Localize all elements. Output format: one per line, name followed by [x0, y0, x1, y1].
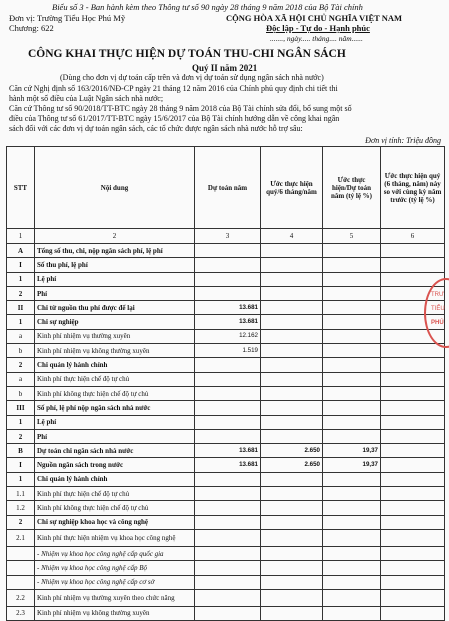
row-content: Kinh phí nhiệm vụ thường xuyên: [35, 329, 195, 343]
chapter: Chương: 622: [9, 23, 54, 33]
stamp-text: TRƯ: [431, 292, 445, 298]
row-stt: 2: [7, 358, 35, 372]
table-row: [7, 344, 445, 358]
row-content: Chi quản lý hành chính: [35, 358, 195, 372]
row-ratio: [323, 386, 381, 400]
row-yoy: [381, 472, 445, 486]
row-stt: [7, 546, 35, 560]
row-ratio: [323, 606, 381, 620]
table-row: [7, 301, 445, 315]
row-stt: 1: [7, 472, 35, 486]
row-content: Kinh phí nhiệm vụ không thường xuyên: [35, 344, 195, 358]
row-stt: B: [7, 444, 35, 458]
row-plan: [195, 501, 261, 515]
nation-title: CỘNG HÒA XÃ HỘI CHỦ NGHĨA VIỆT NAM: [226, 13, 403, 23]
row-plan: [195, 589, 261, 606]
table-row: [7, 258, 445, 272]
row-yoy: [381, 515, 445, 529]
row-yoy: [381, 344, 445, 358]
table-row: [7, 501, 445, 515]
row-estimate: [261, 546, 323, 560]
row-yoy: [381, 386, 445, 400]
table-row: [7, 429, 445, 443]
row-ratio: [323, 244, 381, 258]
row-estimate: [261, 301, 323, 315]
row-plan: [195, 529, 261, 546]
row-estimate: [261, 401, 323, 415]
row-plan: [195, 286, 261, 300]
row-content: Kinh phí nhiệm vụ thường xuyên theo chức năng: [35, 589, 195, 606]
stamp-text: TIỂU: [431, 306, 445, 312]
row-yoy: [381, 358, 445, 372]
row-content: Tổng số thu, chi, nộp ngân sách phí, lệ phí: [35, 244, 195, 258]
motto: Độc lập - Tự do - Hạnh phúc: [266, 23, 370, 33]
row-estimate: 2.650: [261, 458, 323, 472]
row-estimate: [261, 515, 323, 529]
row-plan: 13.681: [195, 444, 261, 458]
table-row: [7, 315, 445, 329]
row-stt: a: [7, 329, 35, 343]
row-plan: [195, 372, 261, 386]
table-row: [7, 444, 445, 458]
row-stt: 1: [7, 315, 35, 329]
row-estimate: [261, 472, 323, 486]
row-ratio: [323, 529, 381, 546]
row-yoy: [381, 575, 445, 589]
row-plan: [195, 258, 261, 272]
row-ratio: [323, 329, 381, 343]
row-yoy: [381, 589, 445, 606]
row-stt: b: [7, 386, 35, 400]
row-content: Dự toán chi ngân sách nhà nước: [35, 444, 195, 458]
row-stt: I: [7, 458, 35, 472]
row-ratio: [323, 429, 381, 443]
row-ratio: [323, 501, 381, 515]
row-plan: 12.162: [195, 329, 261, 343]
legal-line-4: điều của Thông tư số 61/2017/TT-BTC ngày 15/6/2017 của Bộ Tài chính hướng dẫn về công khai ngân: [9, 114, 340, 123]
row-plan: [195, 272, 261, 286]
table-row: [7, 272, 445, 286]
row-plan: 1.519: [195, 344, 261, 358]
row-plan: [195, 472, 261, 486]
row-stt: [7, 575, 35, 589]
row-ratio: [323, 546, 381, 560]
table-row: [7, 546, 445, 560]
subtitle: (Dùng cho đơn vị dự toán cấp trên và đơn vị dự toán sử dụng ngân sách nhà nước): [60, 73, 324, 82]
row-yoy: [381, 429, 445, 443]
row-ratio: [323, 401, 381, 415]
legal-line-5: sách đối với các đơn vị dự toán ngân sách, các tổ chức được ngân sách nhà nước hỗ trợ sâu:: [9, 124, 303, 133]
header-content: Nội dung: [35, 147, 195, 229]
row-estimate: [261, 286, 323, 300]
row-stt: 2.3: [7, 606, 35, 620]
row-content: Kinh phí thực hiện chế độ tự chủ: [35, 487, 195, 501]
row-estimate: [261, 386, 323, 400]
col-number: 6: [381, 229, 445, 244]
row-yoy: [381, 501, 445, 515]
table-row: [7, 372, 445, 386]
row-content: Chi từ nguồn thu phí được để lại: [35, 301, 195, 315]
period: Quý II năm 2021: [192, 63, 258, 73]
table-row: [7, 487, 445, 501]
header-stt: STT: [7, 147, 35, 229]
row-content: Chi sự nghiệp: [35, 315, 195, 329]
row-estimate: [261, 487, 323, 501]
row-plan: [195, 546, 261, 560]
currency-unit: Đơn vị tính: Triệu đồng: [365, 136, 441, 145]
row-content: Số phí, lệ phí nộp ngân sách nhà nước: [35, 401, 195, 415]
row-estimate: [261, 529, 323, 546]
row-yoy: [381, 444, 445, 458]
row-stt: 2.1: [7, 529, 35, 546]
row-ratio: [323, 487, 381, 501]
row-plan: [195, 386, 261, 400]
row-content: Nguồn ngân sách trong nước: [35, 458, 195, 472]
row-estimate: [261, 244, 323, 258]
row-yoy: [381, 244, 445, 258]
row-ratio: [323, 561, 381, 575]
row-ratio: [323, 515, 381, 529]
row-stt: II: [7, 301, 35, 315]
row-estimate: [261, 589, 323, 606]
row-plan: 13.681: [195, 315, 261, 329]
row-yoy: [381, 372, 445, 386]
row-content: Kinh phí không thực hiện chế độ tự chủ: [35, 386, 195, 400]
row-content: Chi sự nghiệp khoa học và công nghệ: [35, 515, 195, 529]
table-row: [7, 606, 445, 620]
row-ratio: [323, 472, 381, 486]
row-ratio: [323, 286, 381, 300]
row-stt: 1: [7, 415, 35, 429]
row-stt: a: [7, 372, 35, 386]
header-yoy: Ước thực hiện quý (6 tháng, năm) này so với cùng kỳ năm trước (tỷ lệ %): [381, 147, 445, 229]
row-ratio: [323, 415, 381, 429]
row-ratio: [323, 315, 381, 329]
row-ratio: [323, 258, 381, 272]
row-yoy: [381, 546, 445, 560]
row-plan: [195, 561, 261, 575]
row-plan: [195, 401, 261, 415]
row-plan: [195, 606, 261, 620]
row-content: Chi quản lý hành chính: [35, 472, 195, 486]
row-yoy: [381, 458, 445, 472]
row-ratio: [323, 575, 381, 589]
row-estimate: [261, 358, 323, 372]
legal-line-3: Căn cứ Thông tư số 90/2018/TT-BTC ngày 28 tháng 9 năm 2018 của Bộ Tài chính sửa đổi, bổ sung một số: [9, 104, 352, 113]
row-yoy: [381, 561, 445, 575]
row-content: - Nhiệm vụ khoa học công nghệ cấp cơ sở: [35, 575, 195, 589]
table-row: [7, 358, 445, 372]
table-row: [7, 589, 445, 606]
row-plan: [195, 429, 261, 443]
table-row: [7, 244, 445, 258]
col-number: 4: [261, 229, 323, 244]
row-stt: A: [7, 244, 35, 258]
row-estimate: [261, 501, 323, 515]
row-plan: 13.681: [195, 458, 261, 472]
row-plan: [195, 487, 261, 501]
row-ratio: [323, 344, 381, 358]
row-estimate: [261, 429, 323, 443]
table-row: [7, 329, 445, 343]
row-content: Lệ phí: [35, 415, 195, 429]
row-stt: 1: [7, 272, 35, 286]
row-estimate: [261, 329, 323, 343]
row-content: Kinh phí thực hiện nhiệm vụ khoa học công nghệ: [35, 529, 195, 546]
row-stt: [7, 561, 35, 575]
budget-table: [6, 243, 445, 621]
row-stt: III: [7, 401, 35, 415]
header-plan: Dự toán năm: [195, 147, 261, 229]
row-ratio: 19,37: [323, 444, 381, 458]
col-number: 5: [323, 229, 381, 244]
row-ratio: [323, 272, 381, 286]
row-plan: [195, 358, 261, 372]
row-yoy: [381, 606, 445, 620]
row-plan: 13.681: [195, 301, 261, 315]
row-ratio: [323, 589, 381, 606]
row-content: Lệ phí: [35, 272, 195, 286]
row-stt: 2: [7, 286, 35, 300]
row-content: Kinh phí nhiệm vụ không thường xuyên: [35, 606, 195, 620]
table-row: [7, 515, 445, 529]
row-estimate: [261, 561, 323, 575]
row-content: - Nhiệm vụ khoa học công nghệ cấp quốc gia: [35, 546, 195, 560]
row-estimate: [261, 372, 323, 386]
row-plan: [195, 244, 261, 258]
row-estimate: [261, 606, 323, 620]
row-stt: 2: [7, 515, 35, 529]
table-row: [7, 415, 445, 429]
header-ratio: Ước thực hiện/Dự toán năm (tỷ lệ %): [323, 147, 381, 229]
row-stt: 2: [7, 429, 35, 443]
row-content: Kinh phí thực hiện chế độ tự chủ: [35, 372, 195, 386]
table-row: [7, 386, 445, 400]
row-stt: 2.2: [7, 589, 35, 606]
col-number: 1: [7, 229, 35, 244]
row-plan: [195, 415, 261, 429]
row-stt: 1.2: [7, 501, 35, 515]
unit-name: Đơn vị: Trường Tiểu Học Phú Mỹ: [9, 13, 126, 23]
row-stt: b: [7, 344, 35, 358]
row-content: - Nhiệm vụ khoa học công nghệ cấp Bộ: [35, 561, 195, 575]
row-ratio: 19,37: [323, 458, 381, 472]
row-estimate: 2.650: [261, 444, 323, 458]
table-row: [7, 401, 445, 415]
row-ratio: [323, 372, 381, 386]
col-number: 2: [35, 229, 195, 244]
row-estimate: [261, 315, 323, 329]
row-estimate: [261, 344, 323, 358]
row-yoy: [381, 415, 445, 429]
table-row: [7, 472, 445, 486]
table-row: [7, 458, 445, 472]
row-stt: I: [7, 258, 35, 272]
col-number: 3: [195, 229, 261, 244]
row-plan: [195, 515, 261, 529]
header-estimate: Ước thực hiện quý/6 tháng/năm: [261, 147, 323, 229]
row-estimate: [261, 575, 323, 589]
stamp-text: PHÚ: [431, 320, 444, 326]
date-line: ......., ngày..... tháng.... năm......: [270, 34, 363, 43]
form-note: Biểu số 3 - Ban hành kèm theo Thông tư số 90 ngày 28 tháng 9 năm 2018 của Bộ Tài chính: [52, 2, 363, 12]
row-stt: 1.1: [7, 487, 35, 501]
row-yoy: [381, 487, 445, 501]
row-content: Phí: [35, 429, 195, 443]
row-estimate: [261, 258, 323, 272]
row-yoy: [381, 258, 445, 272]
row-content: Số thu phí, lệ phí: [35, 258, 195, 272]
legal-line-2: hành một số điều của Luật Ngân sách nhà nước;: [9, 94, 164, 103]
row-ratio: [323, 358, 381, 372]
row-estimate: [261, 272, 323, 286]
row-ratio: [323, 301, 381, 315]
row-estimate: [261, 415, 323, 429]
table-header-area: [6, 146, 444, 243]
row-content: Phí: [35, 286, 195, 300]
row-plan: [195, 575, 261, 589]
page-title: CÔNG KHAI THỰC HIỆN DỰ TOÁN THU-CHI NGÂN SÁCH: [28, 48, 346, 60]
row-content: Kinh phí không thực hiện chế độ tự chủ: [35, 501, 195, 515]
table-row: [7, 529, 445, 546]
legal-line-1: Căn cứ Nghị định số 163/2016/NĐ-CP ngày 21 tháng 12 năm 2016 của Chính phủ quy định chi tiết thi: [9, 84, 338, 93]
row-yoy: [381, 529, 445, 546]
row-yoy: [381, 401, 445, 415]
table-row: [7, 286, 445, 300]
table-row: [7, 575, 445, 589]
table-header: [6, 146, 445, 244]
table-row: [7, 561, 445, 575]
